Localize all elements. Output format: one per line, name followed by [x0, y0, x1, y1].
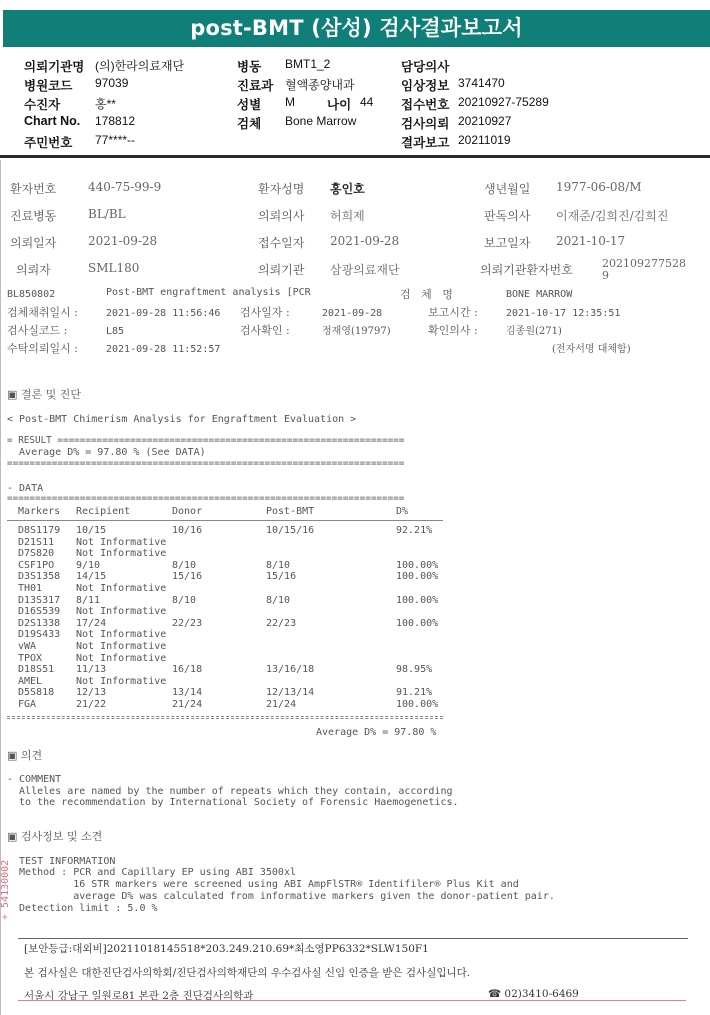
value-hospcode: 97039 — [95, 76, 129, 90]
collect-label: 검체채취일시 : — [7, 306, 78, 319]
value-ssn: 77****-- — [95, 133, 136, 147]
testinfo-heading: ▣ 검사정보 및 소견 — [7, 830, 103, 843]
cell-marker: D7S820 — [18, 548, 55, 560]
cell-marker: D5S818 — [18, 687, 55, 699]
result-average: Average D% = 97.80 % (See DATA) — [7, 447, 206, 458]
result-footer-rule: ======================================================================= — [7, 458, 405, 469]
method-line-1: Method : PCR and Capillary EP using ABI 3500xl — [7, 867, 296, 878]
th-dpercent: D% — [396, 506, 409, 517]
cell-recipient: 17/24 — [76, 617, 107, 629]
cell-recipient: 14/15 — [76, 571, 107, 583]
label-ward2: 진료병동 — [10, 209, 57, 223]
cell-donor: 21/24 — [172, 699, 203, 710]
label-ward: 병동 — [237, 60, 262, 74]
cell-recipient: 12/13 — [76, 687, 107, 699]
exam-date-label: 검사일자 : — [240, 306, 290, 319]
opinion-heading: ▣ 의견 — [7, 749, 43, 762]
value-request: 20210927 — [458, 114, 512, 128]
method-line-3: average D% was calculated from informative markers given the donor-patient pair. — [7, 891, 555, 902]
value-dept: 혈액종양내과 — [285, 78, 355, 92]
cell-donor: 10/16 — [172, 525, 203, 536]
result-heading: = RESULT ============================================================== — [7, 435, 405, 446]
footer-phone: ☎ 02)3410-6469 — [488, 988, 579, 1000]
label-org-pid: 의뢰기관환자번호 — [480, 263, 573, 277]
label-hospcode: 병원코드 — [24, 79, 73, 93]
value-name: 홍인호 — [330, 182, 365, 196]
label-recv-date: 접수일자 — [258, 236, 305, 250]
test-name: Post-BMT engraftment analysis [PCR — [106, 287, 311, 298]
cell-dpercent: 100.00% — [396, 594, 439, 606]
lab-code-label: 검사실코드 : — [7, 324, 68, 337]
confirm-label: 검사확인 : — [240, 324, 290, 337]
header-row-4 — [0, 114, 710, 132]
footer-security: [보안등급:대외비]20211018145518*203.249.210.69*최소영PP6332*SLW150F1 — [24, 943, 429, 955]
cell-donor: 22/23 — [172, 617, 203, 629]
label-specimen: 검체 — [237, 117, 262, 131]
label-name: 환자성명 — [258, 182, 305, 196]
value-reg-no: 440-75-99-9 — [88, 180, 162, 194]
cell-recipient: Not Informative — [76, 536, 167, 548]
cell-donor: 16/18 — [172, 664, 203, 676]
cell-recipient: Not Informative — [76, 629, 167, 641]
cell-marker: D19S433 — [18, 629, 61, 641]
label-chart: Chart No. — [24, 114, 81, 128]
cell-marker: FGA — [18, 699, 37, 710]
header-row-2 — [0, 76, 710, 94]
cell-dpercent: 100.00% — [396, 571, 439, 583]
value-org-pid-2: 9 — [602, 269, 609, 282]
cell-marker: CSF1PO — [18, 559, 55, 571]
cell-recipient: Not Informative — [76, 641, 167, 652]
cell-recipient: 9/10 — [76, 559, 101, 571]
comment-line-2: to the recommendation by International Society of Forensic Haemogenetics. — [7, 797, 459, 808]
label-dob: 생년월일 — [484, 182, 531, 196]
chimerism-title: < Post-BMT Chimerism Analysis for Engraftment Evaluation > — [7, 414, 357, 425]
confirm-value: 정재영(19797) — [322, 326, 391, 337]
value-sex: M — [285, 95, 295, 109]
report-title: post-BMT (삼성) 검사결과보고서 — [3, 10, 710, 47]
cell-donor: 13/14 — [172, 687, 203, 699]
testinfo-title: TEST INFORMATION — [7, 856, 116, 867]
value-rep-date: 2021-10-17 — [556, 234, 626, 248]
cell-recipient: 10/15 — [76, 525, 107, 536]
footer-address: 서울시 강남구 일원로81 본관 2층 진단검사의학과 — [24, 990, 254, 1002]
footer-divider — [18, 938, 688, 939]
value-ward2: BL/BL — [88, 207, 126, 221]
cell-postbmt: 21/24 — [266, 699, 297, 710]
value-requester: SML180 — [88, 261, 140, 275]
cell-donor: 15/16 — [172, 571, 203, 583]
value-reader: 이재준/김희진/김희진 — [556, 209, 669, 223]
cell-dpercent: 98.95% — [396, 664, 433, 676]
receipt-value: 2021-09-28 11:52:57 — [106, 344, 221, 355]
value-result: 20211019 — [458, 133, 511, 147]
conclusion-heading: ▣ 결론 및 진단 — [7, 388, 82, 401]
comment-heading: - COMMENT — [7, 774, 62, 785]
cell-dpercent: 100.00% — [396, 559, 439, 571]
header-divider — [0, 155, 710, 158]
value-age: 44 — [360, 95, 374, 109]
value-receipt-no: 20210927-75289 — [458, 95, 549, 109]
cell-postbmt: 22/23 — [266, 617, 297, 629]
label-reader: 판독의사 — [484, 209, 531, 223]
label-sex: 성별 — [237, 98, 262, 112]
confirm-doctor-value: 김종원(271) — [506, 326, 562, 337]
specimen-value: BONE MARROW — [506, 289, 573, 300]
value-ward: BMT1_2 — [285, 57, 331, 71]
label-age: 나이 — [327, 98, 352, 112]
label-doctor: 담당의사 — [401, 60, 450, 74]
cell-dpercent: 92.21% — [396, 525, 433, 536]
table-header-rule — [7, 520, 443, 521]
table-average: Average D% = 97.80 % — [316, 727, 437, 738]
cell-marker: D2S1338 — [18, 617, 61, 629]
label-result: 결과보고 — [401, 136, 450, 150]
top-strip — [0, 0, 710, 10]
value-req-doctor: 허희제 — [330, 209, 365, 223]
header-row-1 — [0, 57, 710, 75]
label-rep-date: 보고일자 — [484, 236, 531, 250]
label-requester: 의뢰자 — [16, 263, 51, 277]
specimen-label: 검 체 명 — [400, 288, 453, 301]
cell-recipient: 8/11 — [76, 594, 101, 606]
cell-recipient: Not Informative — [76, 675, 167, 687]
test-code: BL850802 — [7, 289, 56, 300]
label-reg-no: 환자번호 — [10, 182, 57, 196]
cell-donor: 8/10 — [172, 559, 197, 571]
label-req-date: 의뢰일자 — [10, 236, 57, 250]
label-req-org: 의뢰기관 — [258, 263, 305, 277]
exam-date-value: 2021-09-28 — [322, 308, 383, 319]
cell-postbmt: 10/15/16 — [266, 525, 315, 536]
cell-donor: 8/10 — [172, 594, 197, 606]
cell-dpercent: 91.21% — [396, 687, 433, 699]
esign-note: (전자서명 대체함) — [552, 344, 631, 355]
cell-postbmt: 8/10 — [266, 594, 291, 606]
cell-marker: D18S51 — [18, 664, 55, 676]
value-patient: 홍** — [95, 97, 116, 111]
label-clinical: 임상정보 — [401, 79, 450, 93]
value-specimen: Bone Marrow — [285, 114, 357, 128]
cell-marker: TPOX — [18, 652, 43, 664]
cell-marker: D16S539 — [18, 606, 61, 618]
value-org-pid-1: 202109277528 — [602, 257, 686, 270]
footer-pink-rule — [18, 1000, 686, 1001]
cell-dpercent: 100.00% — [396, 699, 439, 710]
value-clinical: 3741470 — [458, 76, 505, 90]
cell-recipient: 21/22 — [76, 699, 107, 710]
cell-recipient: Not Informative — [76, 583, 167, 594]
report-time-label: 보고시간 : — [428, 306, 478, 319]
header-row-3 — [0, 95, 710, 113]
cell-marker: D8S1179 — [18, 525, 61, 536]
value-org: (의)한라의료재단 — [95, 59, 185, 73]
header-row-5 — [0, 133, 710, 151]
collect-value: 2021-09-28 11:56:46 — [106, 308, 221, 319]
cell-marker: D3S1358 — [18, 571, 61, 583]
cell-recipient: 11/13 — [76, 664, 107, 676]
value-req-date: 2021-09-28 — [88, 234, 158, 248]
cell-recipient: Not Informative — [76, 606, 167, 618]
receipt-label: 수탁의뢰일시 : — [7, 342, 78, 355]
label-req-doctor: 의뢰의사 — [258, 209, 305, 223]
table-bottom-rule — [7, 716, 443, 719]
cell-postbmt: 12/13/14 — [266, 687, 315, 699]
label-request: 검사의뢰 — [401, 117, 450, 131]
cell-recipient: Not Informative — [76, 652, 167, 664]
data-top-rule: ======================================================================= — [7, 493, 405, 504]
cell-marker: TH01 — [18, 583, 43, 594]
data-heading: - DATA — [7, 483, 44, 494]
detection-limit: Detection limit : 5.0 % — [7, 903, 158, 914]
report-time-value: 2021-10-17 12:35:51 — [506, 308, 621, 319]
cell-marker: D21S11 — [18, 536, 55, 548]
label-org: 의뢰기관명 — [24, 60, 85, 74]
label-ssn: 주민번호 — [24, 136, 73, 150]
method-line-2: 16 STR markers were screened using ABI AmpFlSTR® Identifiler® Plus Kit and — [7, 879, 519, 890]
cell-recipient: Not Informative — [76, 548, 167, 560]
label-patient: 수진자 — [24, 98, 61, 112]
value-recv-date: 2021-09-28 — [330, 234, 400, 248]
comment-line-1: Alleles are named by the number of repeats which they contain, according — [7, 786, 453, 797]
cell-dpercent: 100.00% — [396, 617, 439, 629]
cell-marker: D13S317 — [18, 594, 61, 606]
cell-postbmt: 15/16 — [266, 571, 297, 583]
th-postbmt: Post-BMT — [266, 506, 315, 517]
cell-marker: AMEL — [18, 675, 43, 687]
label-dept: 진료과 — [237, 79, 274, 93]
th-recipient: Recipient — [76, 506, 131, 517]
header-info — [0, 50, 710, 150]
label-receipt-no: 접수번호 — [401, 98, 450, 112]
lab-code-value: L85 — [106, 326, 125, 337]
cell-marker: vWA — [18, 641, 37, 652]
cell-postbmt: 13/16/18 — [266, 664, 315, 676]
cell-postbmt: 8/10 — [266, 559, 291, 571]
value-chart: 178812 — [95, 114, 136, 128]
side-mark: + 54130002 — [0, 859, 11, 920]
value-dob: 1977-06-08/M — [556, 180, 642, 194]
value-req-org: 삼광의료재단 — [330, 263, 400, 277]
confirm-doctor-label: 확인의사 : — [428, 324, 478, 337]
th-markers: Markers — [18, 506, 61, 517]
th-donor: Donor — [172, 506, 203, 517]
footer-certification: 본 검사실은 대한진단검사의학회/진단검사의학재단의 우수검사실 신임 인증을 받은 검사실입니다. — [24, 967, 471, 979]
